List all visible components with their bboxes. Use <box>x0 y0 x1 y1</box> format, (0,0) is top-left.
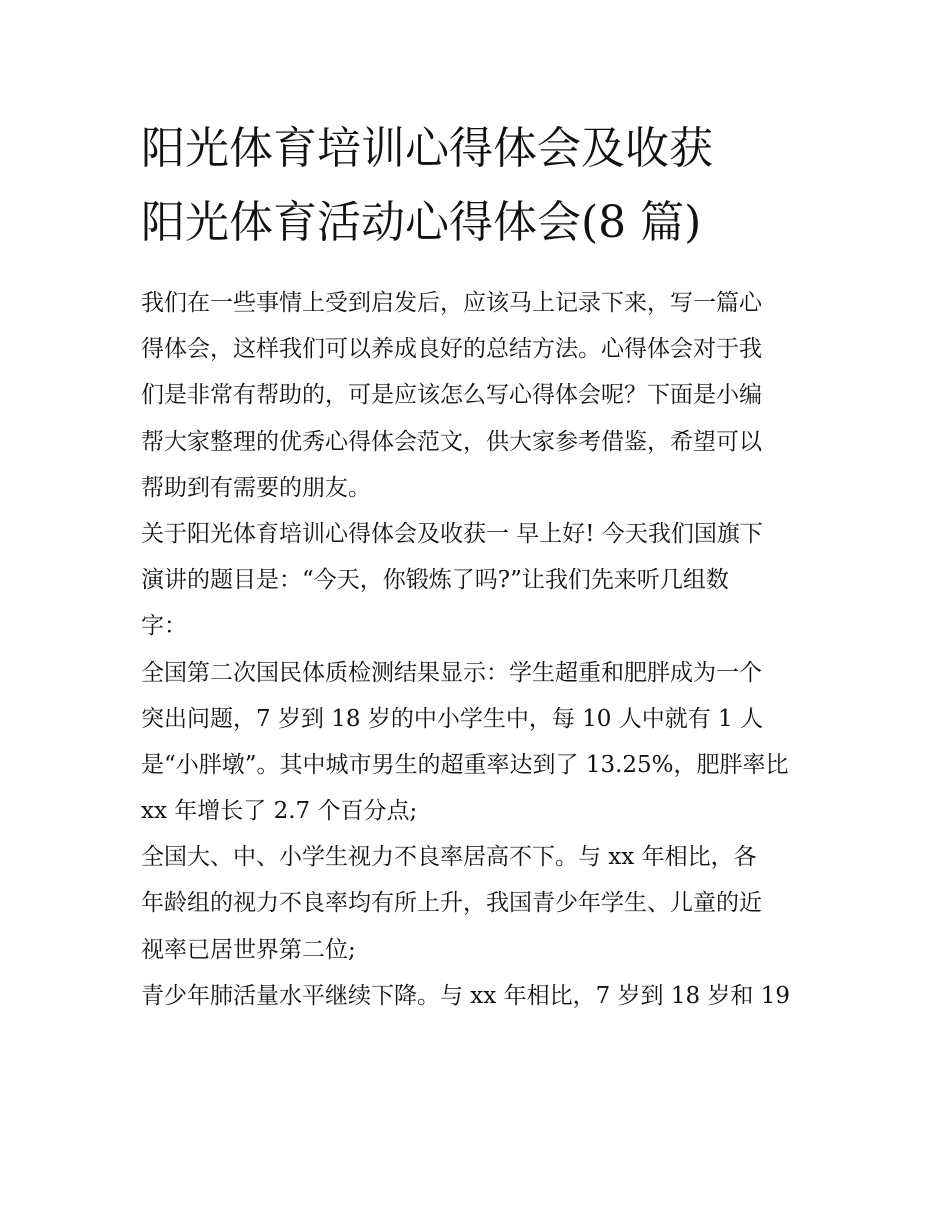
body-line: 帮大家整理的优秀心得体会范文，供大家参考借鉴，希望可以 <box>141 428 762 455</box>
body-line: 突出问题，7 岁到 18 岁的中小学生中，每 10 人中就有 1 人 <box>141 705 763 732</box>
body-line: 全国大、中、小学生视力不良率居高不下。与 xx 年相比，各 <box>141 844 757 871</box>
body-line: 演讲的题目是：“今天，你锻炼了吗?”让我们先来听几组数 <box>141 567 729 594</box>
body-line: 视率已居世界第二位; <box>141 936 356 963</box>
body-line: 关于阳光体育培训心得体会及收获一 早上好! 今天我们国旗下 <box>141 520 763 547</box>
body-line: 得体会，这样我们可以养成良好的总结方法。心得体会对于我 <box>141 336 762 363</box>
body-line: 帮助到有需要的朋友。 <box>141 474 371 501</box>
body-line: 我们在一些事情上受到启发后，应该马上记录下来，写一篇心 <box>141 290 762 316</box>
body-line: 青少年肺活量水平继续下降。与 xx 年相比，7 岁到 18 岁和 19 <box>141 982 790 1009</box>
body-line: 们是非常有帮助的，可是应该怎么写心得体会呢？下面是小编 <box>141 382 762 409</box>
body-line: 字： <box>141 613 187 640</box>
title-line-2: 阳光体育活动心得体会(8 篇) <box>141 197 702 248</box>
title-line-1: 阳光体育培训心得体会及收获 <box>141 123 713 174</box>
document-body <box>141 280 813 1019</box>
body-line: 是“小胖墩”。其中城市男生的超重率达到了 13.25%，肥胖率比 <box>141 751 789 778</box>
body-line: 全国第二次国民体质检测结果显示：学生超重和肥胖成为一个 <box>141 659 762 686</box>
body-line: 年龄组的视力不良率均有所上升，我国青少年学生、儿童的近 <box>141 890 762 917</box>
body-line: xx 年增长了 2.7 个百分点; <box>141 798 418 825</box>
document-title <box>141 112 841 260</box>
